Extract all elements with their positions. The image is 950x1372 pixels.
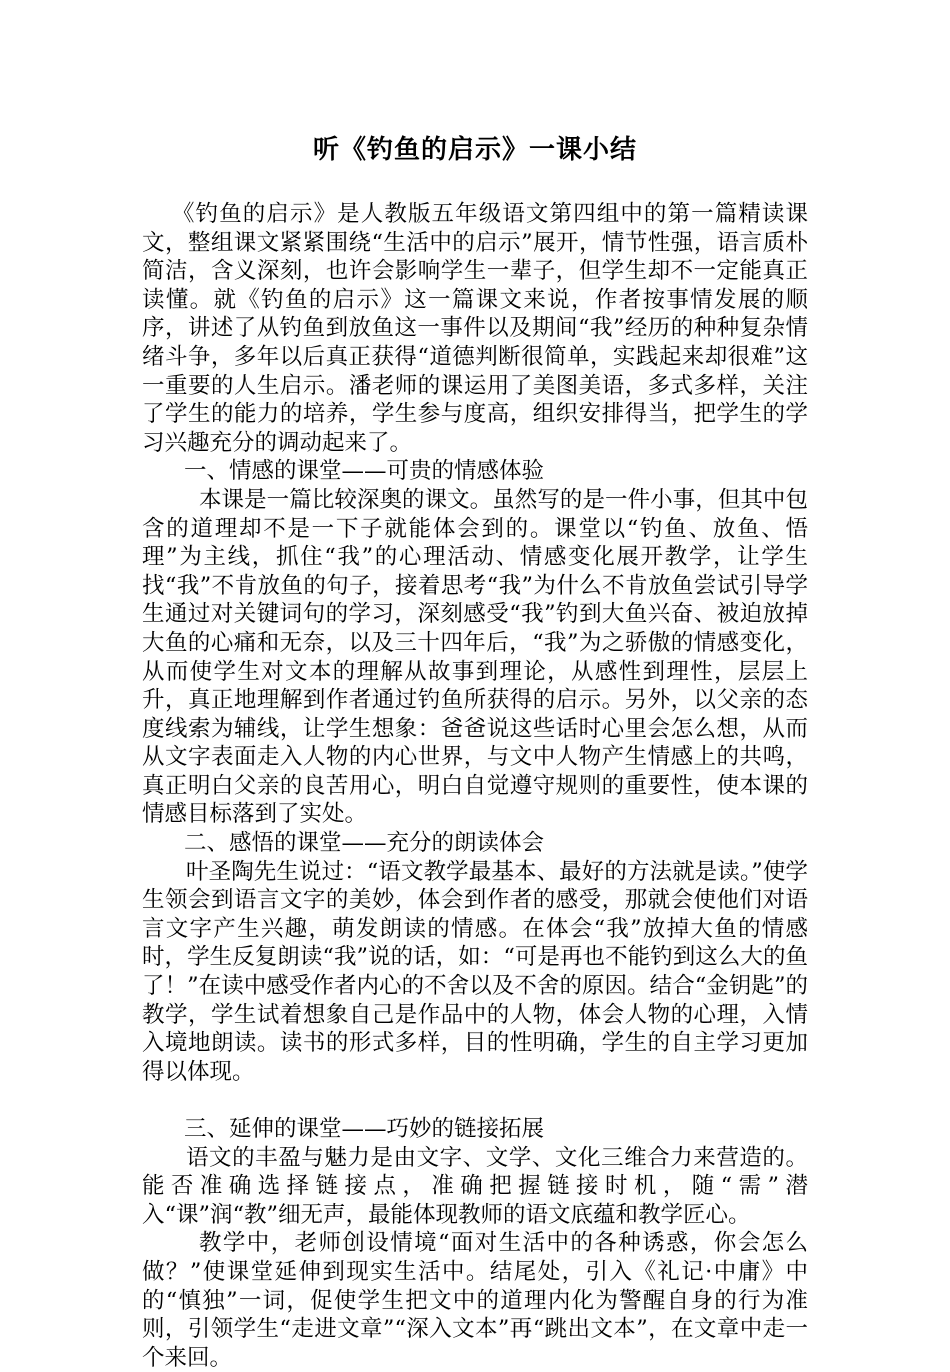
section-paragraph-1: 本课是一篇比较深奥的课文。虽然写的是一件小事，但其中包含的道理却不是一下子就能体会到的。课堂以“钓鱼、放鱼、悟理”为主线，抓住“我”的心理活动、情感变化展开教学，让学生找“我”不肯放鱼的句子，接着思考“我”为什么不肯放鱼尝试引导学生通过对关键词句的学习，深刻感受“我”钓到大鱼兴奋、被迫放掉大鱼的心痛和无奈，以及三十四年后，“我”为之骄傲的情感变化，从而使学生对文本的理解从故事到理论，从感性到理性，层层上升，真正地理解到作者通过钓鱼所获得的启示。另外，以父亲的态度线索为辅线，让学生想象：爸爸说这些话时心里会怎么想，从而从文字表面走入人物的内心世界，与文中人物产生情感上的共鸣，真正明白父亲的良苦用心，明白自觉遵守规则的重要性，使本课的情感目标落到了实处。	[142, 486, 808, 828]
section-heading-1: 一、情感的课堂——可贵的情感体验	[184, 458, 545, 485]
intro-paragraph: 《钓鱼的启示》是人教版五年级语文第四组中的第一篇精读课文，整组课文紧紧围绕“生活中的启示”展开，情节性强，语言质朴简洁，含义深刻，也许会影响学生一辈子，但学生却不一定能真正读懂。就《钓鱼的启示》这一篇课文来说，作者按事情发展的顺序，讲述了从钓鱼到放鱼这一事件以及期间“我”经历的种种复杂情绪斗争，多年以后真正获得“道德判断很简单，实践起来却很难”这一重要的人生启示。潘老师的课运用了美图美语，多式多样，关注了学生的能力的培养，学生参与度高，组织安排得当，把学生的学习兴趣充分的调动起来了。	[142, 201, 808, 456]
document-body	[142, 200, 808, 1372]
section-paragraph-2: 叶圣陶先生说过：“语文教学最基本、最好的方法就是读。”使学生领会到语言文字的美妙，体会到作者的感受，那就会使他们对语言文字产生兴趣，萌发朗读的情感。在体会“我”放掉大鱼的情感时，学生反复朗读“我”说的话，如：“可是再也不能钓到这么大的鱼了！”在读中感受作者内心的不舍以及不舍的原因。结合“金钥匙”的教学，学生试着想象自己是作品中的人物，体会人物的心理，入情入境地朗读。读书的形式多样，目的性明确，学生的自主学习更加得以体现。	[142, 858, 808, 1085]
section-paragraph-4: 教学中，老师创设情境“面对生活中的各种诱惑，你会怎么做？”使课堂延伸到现实生活中。结尾处，引入《礼记·中庸》中的“慎独”一词，促使学生把文中的道理内化为警醒自身的行为准则，引领学生“走进文章”“深入文本”再“跳出文本”，在文章中走一个来回。	[142, 1230, 808, 1371]
section-heading-2: 二、感悟的课堂——充分的朗读体会	[184, 830, 545, 857]
blank-line	[142, 1086, 808, 1115]
section-heading-3: 三、延伸的课堂——巧妙的链接拓展	[184, 1116, 545, 1142]
section-paragraph-3: 语文的丰盈与魅力是由文字、文学、文化三维合力来营造的。能否准确选择链接点，准确把握链接时机，随“需”潜入“课”润“教”细无声，最能体现教师的语文底蕴和教学匠心。	[142, 1144, 808, 1228]
document-title: 听《钓鱼的启示》一课小结	[312, 135, 637, 165]
